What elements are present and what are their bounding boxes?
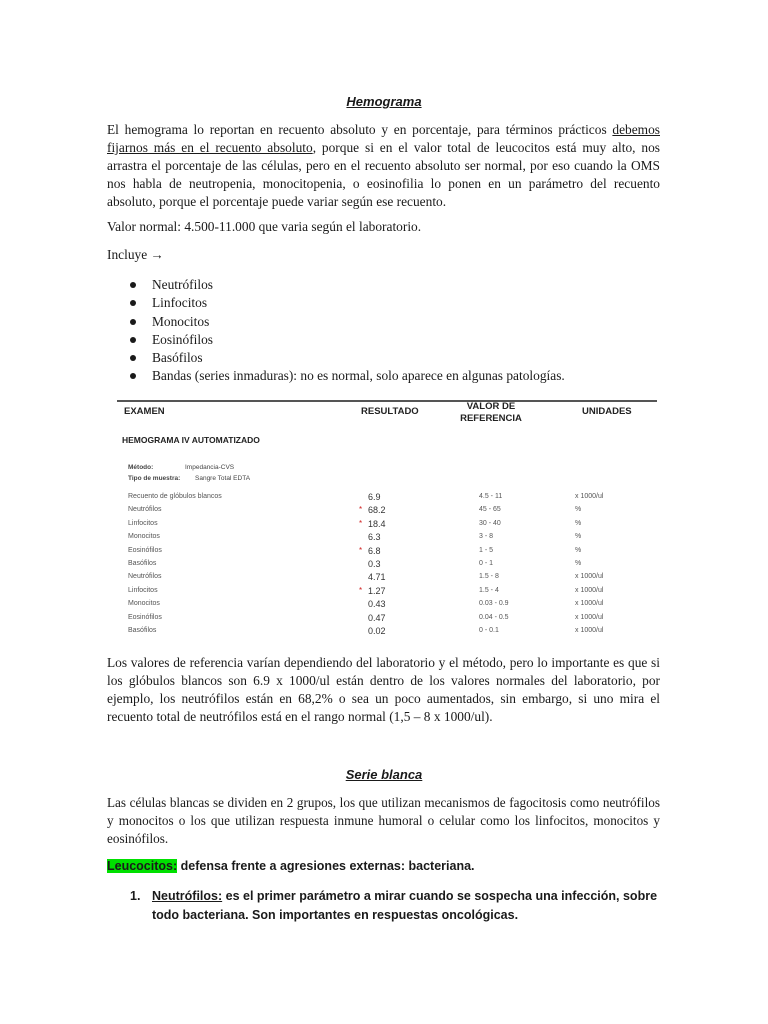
paragraph-intro	[107, 121, 660, 211]
method-label: Método:	[128, 464, 154, 471]
col-header-exam: EXAMEN	[124, 406, 165, 417]
row-result: 0.47	[368, 612, 386, 623]
row-unit: %	[575, 560, 582, 567]
row-unit: %	[575, 546, 582, 554]
row-exam-name: Neutrófilos	[128, 506, 162, 514]
row-exam-name: Eosinófilos	[128, 613, 162, 621]
row-result: 18.4	[368, 518, 386, 529]
table-row	[107, 533, 660, 546]
row-exam-name: Recuento de glóbulos blancos	[128, 493, 222, 500]
row-flag: *	[359, 518, 363, 528]
leucocitos-line	[107, 857, 475, 875]
table-row	[107, 600, 660, 613]
row-exam-name: Monocitos	[128, 533, 160, 541]
row-result: 0.02	[368, 626, 386, 636]
list-item: Neutrófilos	[107, 276, 565, 294]
section-title-hemograma: Hemograma	[346, 94, 422, 109]
row-unit: %	[575, 533, 582, 541]
item-number: 1.	[130, 889, 141, 903]
col-header-ref-2: REFERENCIA	[460, 413, 522, 424]
row-reference: 30 - 40	[479, 519, 501, 527]
row-reference: 0 - 1	[479, 560, 494, 567]
row-flag: *	[359, 585, 363, 595]
row-reference: 3 - 8	[479, 533, 494, 541]
intro-text-a: El hemograma lo reportan en recuento absoluto y en porcentaje, para términos prácticos	[107, 122, 613, 137]
sample-label: Tipo de muestra:	[128, 475, 181, 482]
row-result: 4.71	[368, 572, 386, 583]
intro-text-b: , porque si en el valor total de leucocitos está muy alto, nos arrastra el porcentaje de las células, pero en el recuento absoluto ser normal, por eso cuando la OMS nos habla de neutropenia, monocitopenia, o eosinofilia lo ponen en un parámetro del recuento absoluto, porque el porcentaje puede variar según ese recuento.	[107, 140, 660, 209]
table-row	[107, 587, 660, 600]
row-reference: 1.5 - 8	[479, 573, 499, 581]
row-unit: x 1000/ul	[575, 573, 604, 581]
row-unit: %	[575, 519, 582, 527]
row-flag: *	[359, 505, 363, 515]
row-exam-name: Eosinófilos	[128, 546, 162, 554]
list-item: Monocitos	[107, 313, 565, 331]
bullet-icon	[130, 300, 136, 306]
col-header-units: UNIDADES	[582, 406, 632, 417]
paragraph-serie-blanca: Las células blancas se dividen en 2 grupos, los que utilizan mecanismos de fagocitosis como neutrófilos y monocitos o los que utilizan respuesta inmune humoral o celular como los linfocitos, monocitos y eosinófilos.	[107, 795, 660, 846]
row-reference: 1.5 - 4	[479, 586, 499, 594]
item-text: es el primer parámetro a mirar cuando se sospecha una infección, sobre todo bacteriana. Son importantes en respuestas oncológicas.	[152, 889, 658, 922]
table-row	[107, 560, 660, 573]
list-item: Bandas (series inmaduras): no es normal, solo aparece en algunas patologías.	[107, 367, 565, 385]
row-result: 6.3	[368, 532, 381, 543]
row-unit: x 1000/ul	[575, 493, 604, 500]
table-subtitle: HEMOGRAMA IV AUTOMATIZADO	[122, 435, 260, 445]
normal-value-line: Valor normal: 4.500-11.000 que varia según el laboratorio.	[107, 219, 422, 234]
includes-line: Incluye →	[107, 247, 164, 262]
list-item: Linfocitos	[107, 294, 565, 312]
row-exam-name: Linfocitos	[128, 586, 158, 594]
leucocitos-highlight: Leucocitos:	[107, 859, 178, 873]
table-row	[107, 614, 660, 627]
paragraph-reference-values: Los valores de referencia varían dependiendo del laboratorio y el método, pero lo importante es que si los glóbulos blancos son 6.9 x 1000/ul están dentro de los valores normales del laboratorio, por ejemplo, los neutrófilos están en 68,2% o sea un poco aumentados, sin embargo, si uno mira el recuento total de neutrófilos está en el rango normal (1,5 – 8 x 1000/ul).	[107, 655, 660, 724]
row-unit: x 1000/ul	[575, 586, 604, 594]
method-value: Impedancia-CVS	[185, 464, 235, 471]
numbered-item-neutrofilos	[130, 887, 660, 925]
item-label: Neutrófilos:	[152, 889, 223, 903]
table-row	[107, 627, 660, 640]
row-result: 1.27	[368, 585, 386, 596]
row-exam-name: Linfocitos	[128, 519, 158, 527]
row-reference: 0.03 - 0.9	[479, 600, 509, 608]
lab-results-table	[107, 398, 660, 644]
table-row	[107, 573, 660, 586]
row-unit: %	[575, 506, 582, 514]
section-title-serie-blanca: Serie blanca	[345, 767, 423, 782]
bullet-icon	[130, 282, 136, 288]
list-item: Eosinófilos	[107, 331, 565, 349]
leucocitos-text: defensa frente a agresiones externas: bacteriana.	[177, 859, 475, 873]
row-unit: x 1000/ul	[575, 600, 604, 608]
table-row	[107, 493, 660, 506]
row-unit: x 1000/ul	[575, 627, 604, 634]
bullet-icon	[130, 355, 136, 361]
row-reference: 4.5 - 11	[479, 493, 503, 500]
row-exam-name: Monocitos	[128, 600, 160, 608]
row-reference: 0 - 0.1	[479, 627, 499, 634]
row-reference: 1 - 5	[479, 546, 494, 554]
row-exam-name: Neutrófilos	[128, 573, 162, 581]
sample-value: Sangre Total EDTA	[195, 475, 251, 482]
col-header-result: RESULTADO	[361, 406, 419, 417]
row-exam-name: Basófilos	[128, 627, 157, 634]
table-row	[107, 547, 660, 560]
bullet-icon	[130, 319, 136, 325]
table-top-rule	[117, 400, 657, 402]
bullet-list	[107, 276, 565, 386]
row-result: 68.2	[368, 505, 386, 516]
bullet-icon	[130, 373, 136, 379]
row-result: 0.43	[368, 599, 386, 610]
col-header-ref-1: VALOR DE	[466, 401, 516, 412]
row-flag: *	[359, 545, 363, 555]
row-reference: 45 - 65	[479, 506, 501, 514]
row-exam-name: Basófilos	[128, 560, 157, 567]
row-unit: x 1000/ul	[575, 613, 604, 621]
bullet-icon	[130, 337, 136, 343]
intro-text-underlined: debemos fijarnos más en el recuento absoluto	[107, 122, 660, 155]
table-row	[107, 506, 660, 519]
row-reference: 0.04 - 0.5	[479, 613, 509, 621]
table-row	[107, 520, 660, 533]
row-result: 6.9	[368, 492, 381, 502]
row-result: 6.8	[368, 545, 381, 556]
row-result: 0.3	[368, 559, 381, 569]
list-item: Basófilos	[107, 349, 565, 367]
